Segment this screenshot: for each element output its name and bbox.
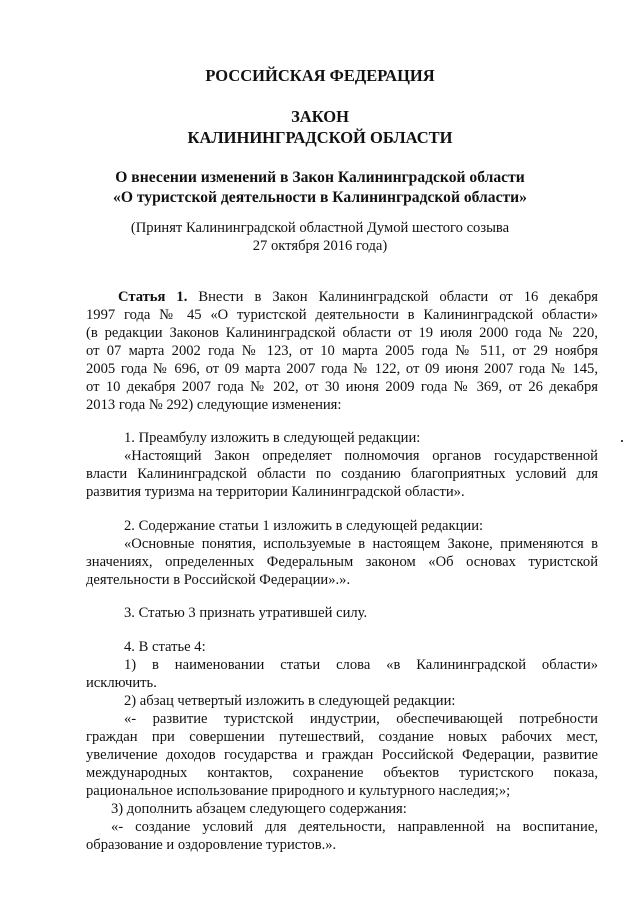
item-4-1-text-1: исключить.: [86, 675, 157, 691]
article-1-label: Статья 1.: [118, 289, 188, 305]
item-4-title: 4. В статье 4:: [124, 639, 206, 655]
region-heading: КАЛИНИНГРАДСКОЙ ОБЛАСТИ: [187, 128, 453, 147]
item-4-3-text-0: «- создание условий для деятельности, направленной на воспитание,: [111, 819, 598, 835]
item-4-2-text-3: международных контактов, сохранение объектов туристского показа,: [86, 765, 598, 781]
item-4-3-text-1: образование и оздоровление туристов.».: [86, 837, 337, 853]
article-1-first-line: [118, 289, 598, 306]
item-4-2-text-4: рациональное использование природного и культурного наследия;»;: [86, 783, 511, 799]
scan-speck: [621, 440, 623, 442]
country-heading: РОССИЙСКАЯ ФЕДЕРАЦИЯ: [205, 66, 435, 85]
item-1-title: 1. Преамбулу изложить в следующей редакции:: [124, 430, 421, 446]
adoption-note-line-1: (Принят Калининградской областной Думой шестого созыва: [130, 220, 510, 236]
item-4-1-text-0: 1) в наименовании статьи слова «в Калининградской области»: [124, 657, 598, 673]
item-1-text-1: власти Калининградской области по созданию благоприятных условий для: [86, 466, 598, 482]
item-4-3-title: 3) дополнить абзацем следующего содержания:: [111, 801, 407, 817]
item-2-text-0: «Основные понятия, используемые в настоящем Законе, применяются в: [124, 536, 598, 552]
item-1-text-2: развития туризма на территории Калининградской области».: [86, 484, 465, 500]
item-4-2-text-0: «- развитие туристской индустрии, обеспечивающей потребности: [124, 711, 598, 727]
law-title-line-1: О внесении изменений в Закон Калининградской области: [115, 169, 525, 186]
item-3-text: 3. Статью 3 признать утратившей силу.: [124, 605, 368, 621]
article-1-text-6: 2013 года № 292) следующие изменения:: [86, 397, 342, 413]
article-1-text-1: 1997 года № 45 «О туристской деятельности в Калининградской области»: [86, 307, 598, 323]
item-4-2-text-1: граждан при совершении путешествий, создание новых рабочих мест,: [86, 729, 598, 745]
article-1-text-2: (в редакции Законов Калининградской области от 19 июля 2000 года № 220,: [86, 325, 598, 341]
item-2-text-2: деятельности в Российской Федерации».».: [86, 572, 351, 588]
adoption-note-line-2: 27 октября 2016 года): [252, 238, 388, 254]
article-1-text-5: от 10 декабря 2007 года № 202, от 30 июня 2009 года № 369, от 26 декабря: [86, 379, 598, 395]
item-1-text-0: «Настоящий Закон определяет полномочия органов государственной: [124, 448, 598, 464]
item-4-2-text-2: увеличение доходов государства и граждан Российской Федерации, развитие: [86, 747, 598, 763]
law-heading: ЗАКОН: [291, 107, 349, 126]
article-1-text-4: 2005 года № 696, от 09 марта 2007 года № 122, от 09 июня 2007 года № 145,: [86, 361, 598, 377]
item-2-text-1: значениях, определенных Федеральным законом «Об основах туристской: [86, 554, 598, 570]
law-title-line-2: «О туристской деятельности в Калининградской области»: [113, 189, 527, 206]
article-1-text-0: Внести в Закон Калининградской области от 16 декабря: [198, 289, 598, 305]
item-4-2-title: 2) абзац четвертый изложить в следующей редакции:: [124, 693, 456, 709]
item-2-title: 2. Содержание статьи 1 изложить в следующей редакции:: [124, 518, 484, 534]
article-1-text-3: от 07 марта 2002 года № 123, от 10 марта 2005 года № 511, от 29 ноября: [86, 343, 598, 359]
